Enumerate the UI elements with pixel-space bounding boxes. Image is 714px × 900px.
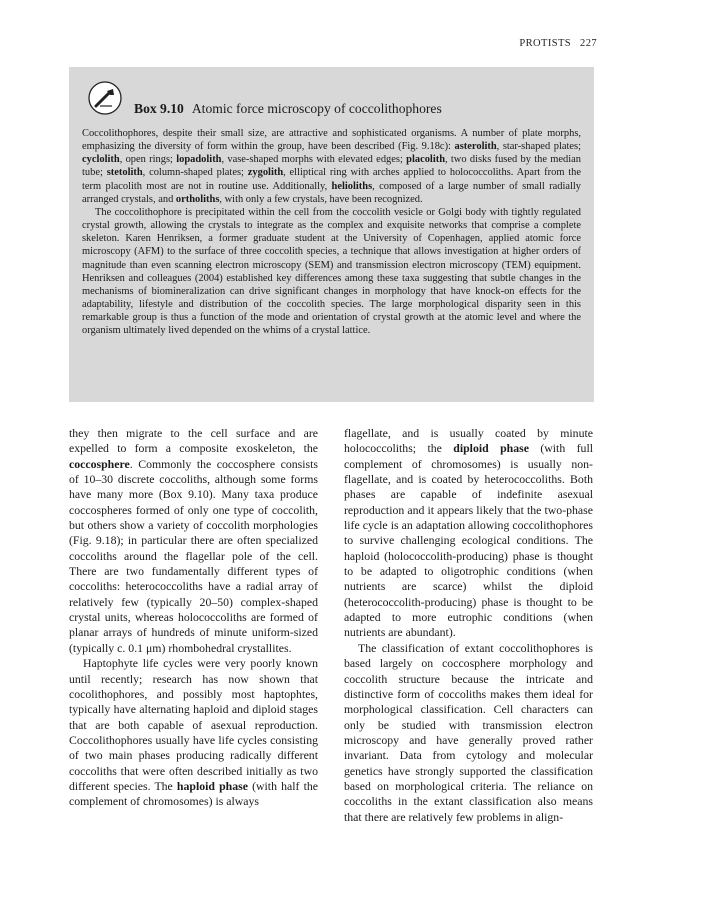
microscope-icon (87, 80, 123, 116)
box-title-text: Atomic force microscopy of coccolithophores (191, 101, 442, 116)
box-title (134, 101, 442, 117)
box-paragraph-2: The coccolithophore is precipitated within the cell from the coccolith vesicle or Golgi body with tightly regulated crystal growth, allowing the crystals to integrate as the complex and exquisite networks that comprise a complete skeleton. Karen Henriksen, a former graduate student at the University of Copenhagen, applied atomic force microscopy (AFM) to the surface of three coccolith species, a technique that allows investigation at higher orders of magnitude than even scanning electron microscopy (SEM) and transmission electron microscopy (TEM) equipment. Henriksen and colleagues (2004) established key differences among these taxa suggesting that subtle changes in the mechanisms of biomineralization can drive significant changes in morphology that have knock-on effects for the adaptability, lifestyle and distribution of the coccolith species. The large morphological disparity seen in this remarkable group is thus a function of the mode and orientation of crystal growth at the atomic level and where the organism ultimately lived depended on the whims of a crystal lattice. (82, 206, 581, 337)
term-helioliths: helioliths (331, 180, 373, 192)
term-coccosphere: coccosphere (69, 456, 130, 471)
box-body (82, 127, 581, 338)
left-paragraph-2: Haptophyte life cycles were very poorly known until recently; research has now shown that cocolithophores, and possibly most haptophtes, typically have alternating haploid and diploid stages that are both capable of asexual reproduction. Coccolithophores usually have life cycles consisting of two main phases producing radically different coccoliths that were often described initially as two different species. The haploid phase (with half the complement of chromosomes) is always (69, 656, 318, 809)
term-lopadolith: lopadolith (176, 154, 222, 166)
term-asterolith: asterolith (454, 141, 497, 153)
right-paragraph-2: The classification of extant coccolithophores is based largely on coccosphere morphology and coccolith structure because the intricate and distinctive form of coccoliths makes them ideal for morphological classification. Cell characters can only be studied with transmission electron microscopy and have generally proved rather invariant. Data from cytology and molecular genetics have strongly supported the classification based on morphological criteria. The reliance on coccoliths in the extant classification also means that there are relatively few problems in align- (344, 640, 593, 824)
box-number: Box 9.10 (134, 101, 184, 116)
term-diploid-phase: diploid phase (453, 441, 529, 456)
left-column (69, 426, 318, 810)
left-paragraph-1: they then migrate to the cell surface and are expelled to form a composite exoskeleton, the coccosphere. Commonly the coccosphere consists of 10–30 discrete coccoliths, although some forms have many more (Box 9.10). Many taxa produce coccospheres formed of only one type of coccolith, but others show a variety of coccolith morphologies (Fig. 9.18); in particular there are often specialized coccoliths around the flagellar pole of the cell. There are two fundamentally different types of coccoliths: heterococcoliths have a radial array of relatively few (typically 20–50) complex-shaped crystal units, whereas holococcoliths are formed of planar arrays of hundreds of minute uniform-sized (typically c. 0.1 μm) rhombohedral crystallites. (69, 426, 318, 655)
box-paragraph-1: Coccolithophores, despite their small size, are attractive and sophisticated organisms. A number of plate morphs, emphasizing the diversity of form within the group, have been described (Fig. 9.18c): asterolith, star-shaped plates; cyclolith, open rings; lopadolith, vase-shaped morphs with elevated edges; placolith, two disks fused by the median tube; stetolith, column-shaped plates; zygolith, elliptical ring with arches applied to holococcoliths. Apart from the term placolith most are not in routine use. Additionally, helioliths, composed of a large number of small radially arranged crystals, and ortholiths, with only a few crystals, have been recognized. (82, 128, 582, 205)
term-cyclolith: cyclolith (82, 154, 120, 166)
term-placolith: placolith (406, 154, 445, 166)
term-stetolith: stetolith (106, 167, 143, 179)
running-title: PROTISTS (519, 38, 572, 49)
right-paragraph-1: flagellate, and is usually coated by minute holococcoliths; the diploid phase (with full complement of chromosomes) is usually non-flagellate, and is coated by heterococcoliths. Both phases are capable of indefinite asexual reproduction and it appears likely that the two-phase life cycle is an adaptation allowing coccolithophores to survive challenging ecological conditions. The haploid (holococcolith-producing) phase is thought to be adapted to oligotrophic conditions (when nutrients are scarce) whilst the diploid (heterococcolith-producing) phase is thought to be adapted to more eutrophic conditions (when nutrients are abundant). (344, 426, 594, 640)
page-number: 227 (580, 38, 597, 49)
term-ortholiths: ortholiths (175, 193, 220, 205)
term-haploid-phase: haploid phase (176, 778, 248, 793)
running-head (519, 38, 597, 49)
term-zygolith: zygolith (247, 167, 284, 179)
box-9-10 (69, 67, 594, 402)
box-header (82, 67, 581, 127)
right-column (344, 426, 593, 825)
